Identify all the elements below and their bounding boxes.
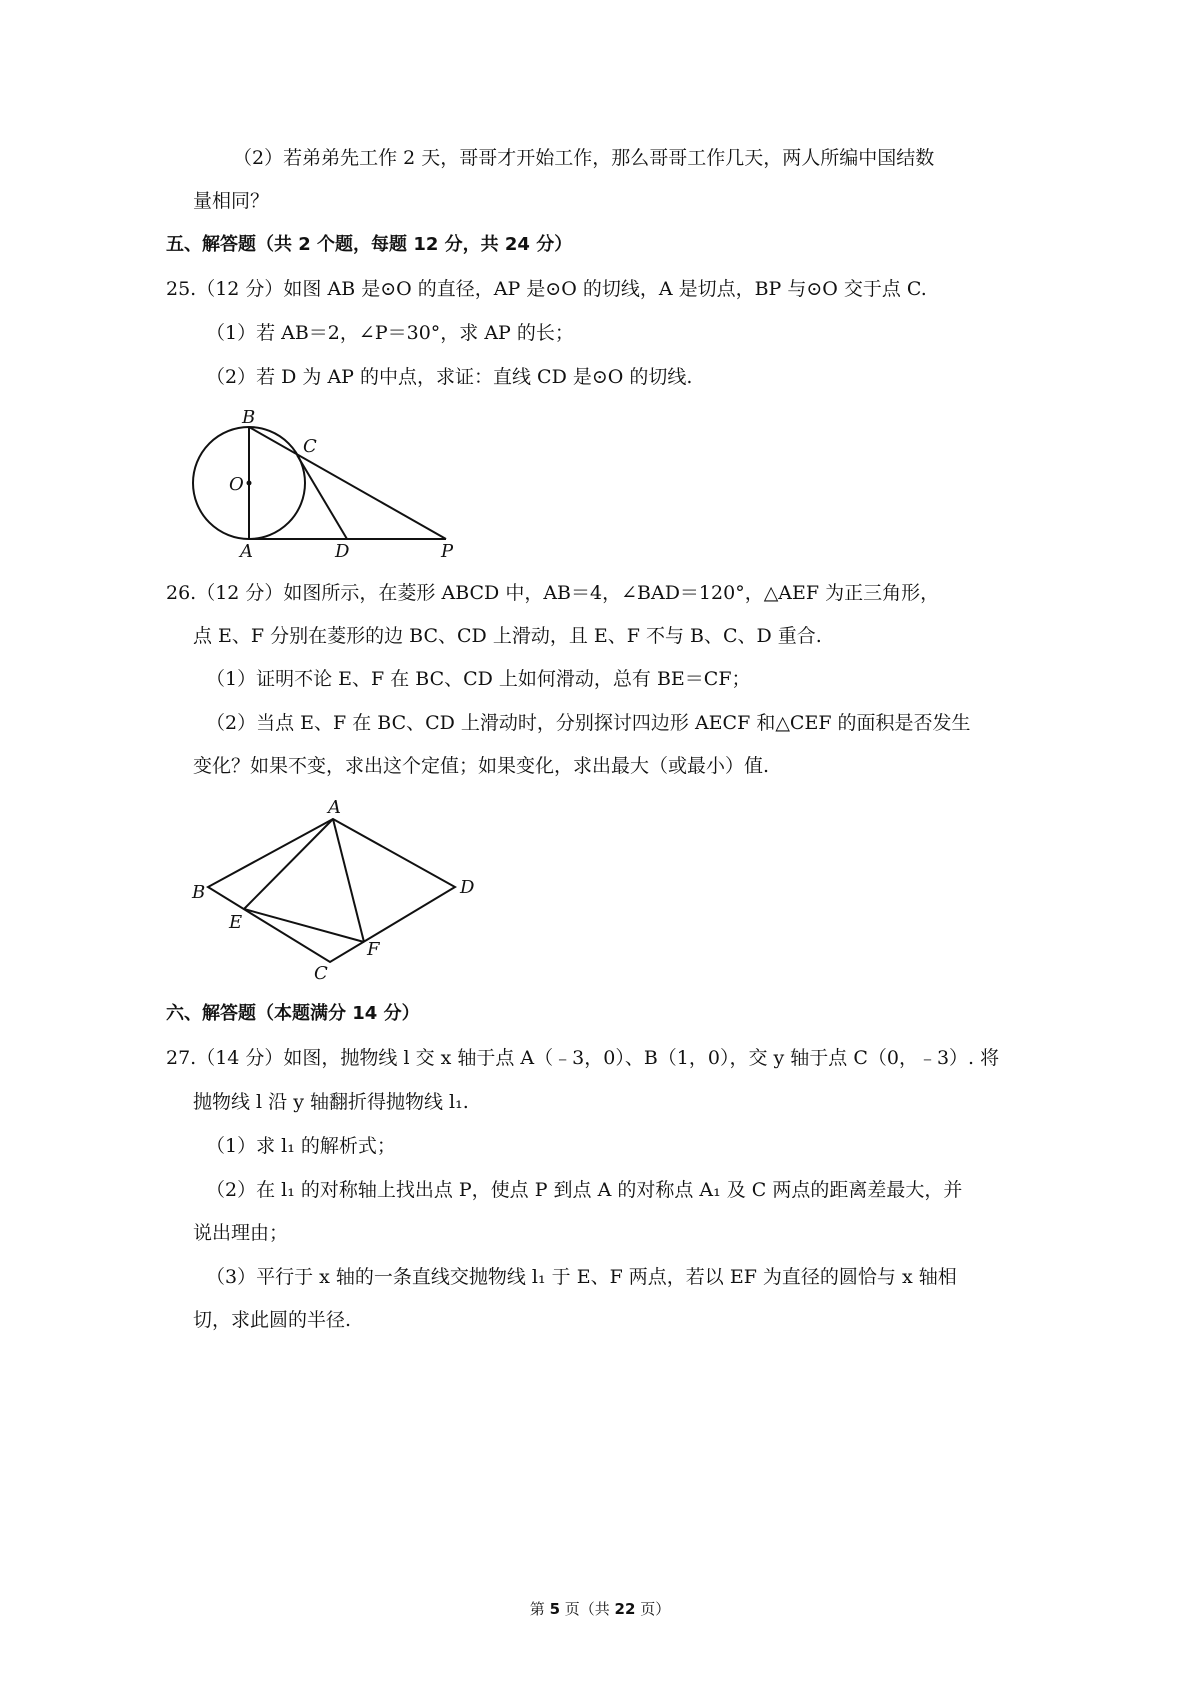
q26-part2-line1: （2）当点 E、F 在 BC、CD 上滑动时，分别探讨四边形 AECF 和△CEF 的面积是否发生	[206, 712, 971, 734]
label-d: D	[460, 877, 475, 898]
q25-part1: （1）若 AB＝2，∠P＝30°，求 AP 的长；	[206, 322, 574, 344]
label-a: A	[240, 541, 253, 562]
q27-part1: （1）求 l₁ 的解析式；	[206, 1135, 396, 1157]
q27-part2-line1: （2）在 l₁ 的对称轴上找出点 P，使点 P 到点 A 的对称点 A₁ 及 C 两点的距离差最大，并	[206, 1179, 963, 1201]
label-o: O	[229, 474, 244, 495]
q26-part1: （1）证明不论 E、F 在 BC、CD 上如何滑动，总有 BE＝CF；	[206, 668, 751, 690]
segment-ae	[244, 819, 333, 909]
footer-page-number: 5	[549, 1600, 560, 1618]
label-p: P	[441, 541, 454, 562]
q27-part3-line2: 切，求此圆的半径.	[193, 1309, 352, 1331]
label-c: C	[314, 963, 328, 984]
footer-suffix: 页）	[635, 1600, 671, 1618]
q26-stem-line1: 26.（12 分）如图所示，在菱形 ABCD 中，AB＝4，∠BAD＝120°，△AEF 为正三角形，	[166, 582, 940, 604]
q24-part2-line1: （2）若弟弟先工作 2 天，哥哥才开始工作，那么哥哥工作几天，两人所编中国结数	[233, 147, 935, 169]
rhombus-abcd	[208, 819, 455, 962]
segment-ef	[244, 909, 364, 942]
q24-part2-line2: 量相同？	[193, 190, 270, 212]
label-e: E	[229, 912, 243, 933]
segment-af	[333, 819, 364, 942]
label-a: A	[328, 797, 341, 818]
q27-stem-line2: 抛物线 l 沿 y 轴翻折得抛物线 l₁.	[193, 1091, 469, 1113]
q25-part2: （2）若 D 为 AP 的中点，求证：直线 CD 是⊙O 的切线.	[206, 366, 693, 388]
section5-title: 五、解答题（共 2 个题，每题 12 分，共 24 分）	[166, 234, 573, 255]
q27-part3-line1: （3）平行于 x 轴的一条直线交抛物线 l₁ 于 E、F 两点，若以 EF 为直径的圆恰与 x 轴相	[206, 1266, 957, 1288]
center-dot	[247, 481, 252, 486]
q26-part2-line2: 变化？如果不变，求出这个定值；如果变化，求出最大（或最小）值.	[193, 755, 770, 777]
label-b: B	[192, 882, 206, 903]
q25-stem: 25.（12 分）如图 AB 是⊙O 的直径，AP 是⊙O 的切线，A 是切点，BP 与⊙O 交于点 C.	[166, 278, 927, 300]
label-f: F	[367, 939, 380, 960]
q27-stem-line1: 27.（14 分）如图，抛物线 l 交 x 轴于点 A（﹣3，0）、B（1，0），交 y 轴于点 C（0，﹣3）. 将	[166, 1047, 1000, 1069]
q26-stem-line2: 点 E、F 分别在菱形的边 BC、CD 上滑动，且 E、F 不与 B、C、D 重合.	[193, 625, 822, 647]
section6-title: 六、解答题（本题满分 14 分）	[166, 1003, 420, 1024]
footer-prefix: 第	[529, 1600, 550, 1618]
q27-part2-line2: 说出理由；	[193, 1222, 289, 1244]
segment-bp	[249, 427, 446, 539]
page-footer	[0, 1598, 1200, 1619]
footer-middle: 页（共	[560, 1600, 615, 1618]
label-d: D	[335, 541, 350, 562]
label-b: B	[242, 407, 256, 428]
footer-page-total: 22	[614, 1600, 636, 1618]
label-c: C	[303, 436, 317, 457]
